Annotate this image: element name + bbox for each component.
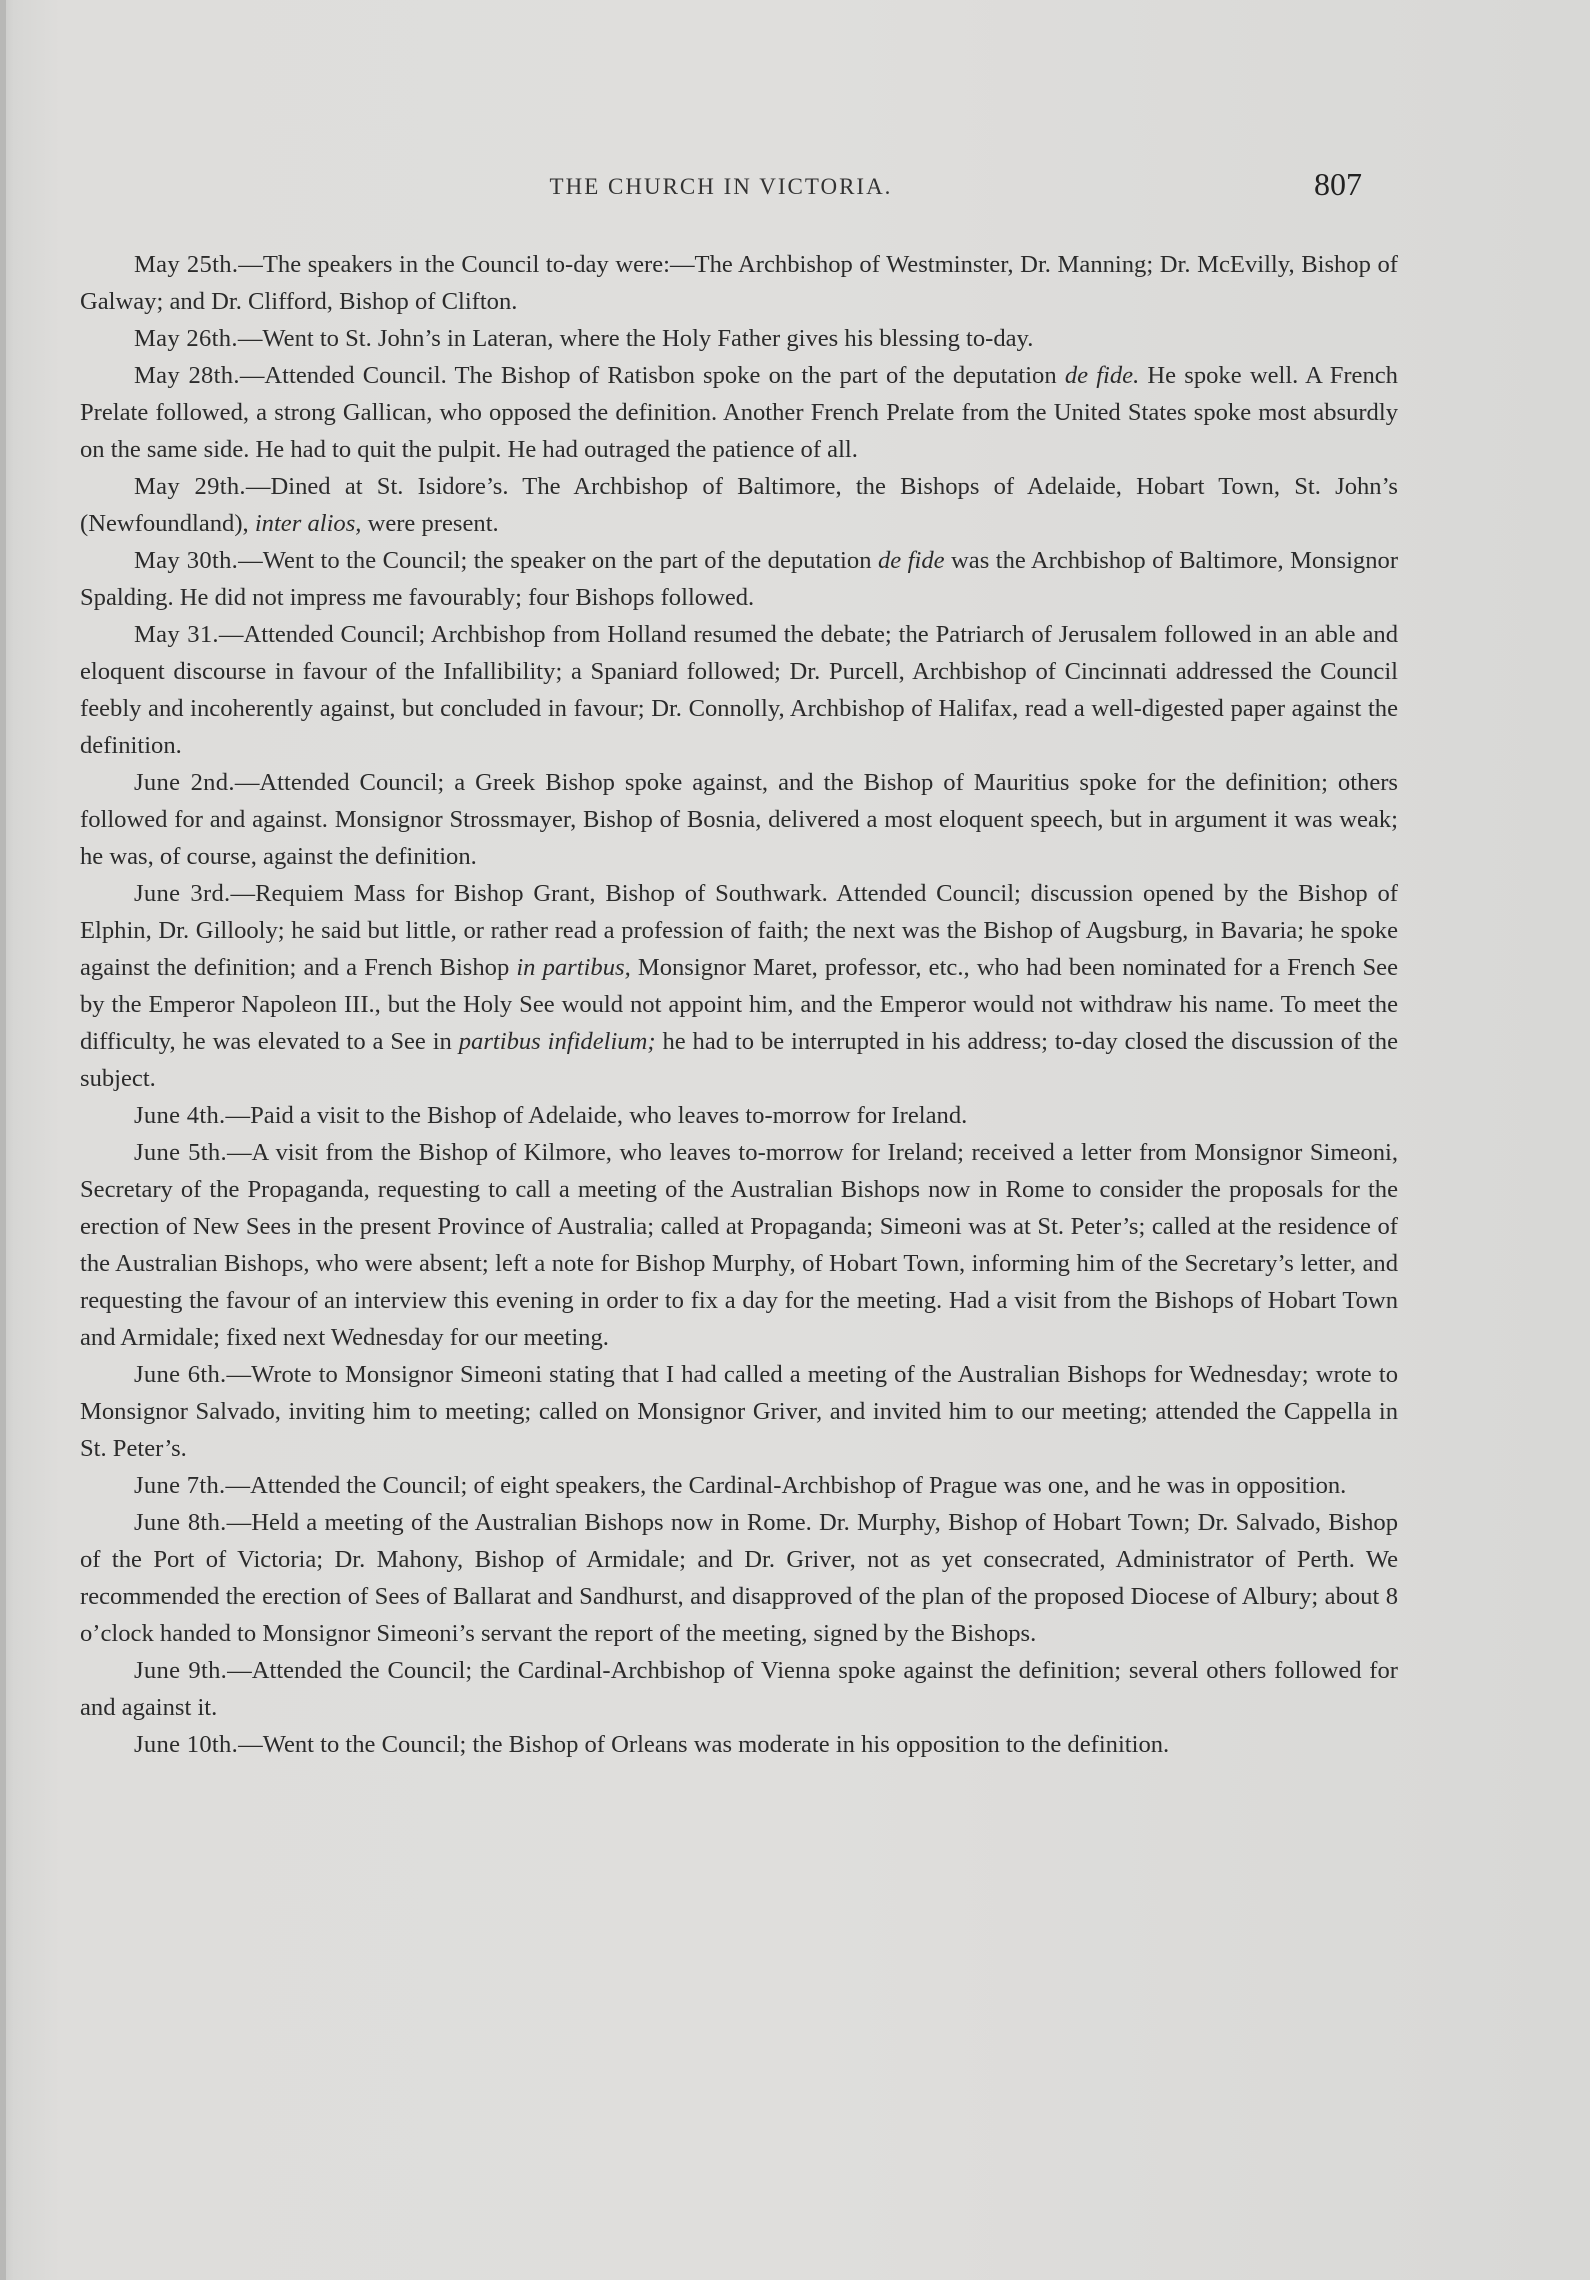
diary-entry [80, 1356, 1398, 1467]
entry-text: —Attended Council. The Bishop of Ratisbon spoke on the part of the deputation [239, 362, 1065, 389]
entry-text: —Dined at St. Isidore’s. The Archbishop of Baltimore, the Bishops of Adelaide, Hobart Town, St. John’s (Newfoundland), [80, 473, 1398, 537]
page-edge-shadow [0, 0, 6, 2280]
entry-text: —Held a meeting of the Australian Bishops now in Rome. Dr. Murphy, Bishop of Hobart Town; Dr. Salvado, Bishop of the Port of Victoria; Dr. Mahony, Bishop of Armidale; and Dr. Griver, not as yet consecrated, Administrator of Perth. We recommended the erection of Sees of Ballarat and Sandhurst, and disapproved of the plan of the proposed Diocese of Albury; about 8 o’clock handed to Monsignor Simeoni’s servant the report of the meeting, signed by the Bishops. [80, 1509, 1398, 1647]
entry-text: —Paid a visit to the Bishop of Adelaide, who leaves to-morrow for Ireland. [225, 1102, 968, 1129]
entry-date: May 26th. [134, 325, 238, 352]
entry-text: —Attended the Council; of eight speakers, the Cardinal-Archbishop of Prague was one, and he was in opposition. [225, 1472, 1347, 1499]
diary-entry [80, 468, 1398, 542]
diary-entry [80, 542, 1398, 616]
entry-italic-text: in partibus, [516, 954, 631, 981]
entry-text: —A visit from the Bishop of Kilmore, who leaves to-morrow for Ireland; received a letter from Monsignor Simeoni, Secretary of the Propaganda, requesting to call a meeting of the Australian Bishops now in Rome to consider the proposals for the erection of New Sees in the present Province of Australia; called at Propaganda; Simeoni was at St. Peter’s; called at the residence of the Australian Bishops, who were absent; left a note for Bishop Murphy, of Hobart Town, informing him of the Secretary’s letter, and requesting the favour of an interview this evening in order to fix a day for the meeting. Had a visit from the Bishops of Hobart Town and Armidale; fixed next Wednesday for our meeting. [80, 1139, 1398, 1351]
diary-entry [80, 1652, 1398, 1726]
entry-text: —Attended Council; a Greek Bishop spoke against, and the Bishop of Mauritius spoke for the definition; others followed for and against. Monsignor Strossmayer, Bishop of Bosnia, delivered a most eloquent speech, but in argument it was weak; he was, of course, against the definition. [80, 769, 1399, 870]
entry-date: May 30th. [134, 547, 239, 574]
diary-entries [80, 246, 1398, 1763]
entry-text: Monsignor Maret, professor, etc., who had been nominated for a French See by the Emperor Napoleon III., but the Holy See would not appoint him, and the Emperor would not withdraw his name. To meet the difficulty, he was elevated to a See in [80, 954, 1398, 1055]
entry-date: May 31. [134, 621, 219, 648]
page-number: 807 [1314, 166, 1362, 202]
entry-date: June 10th. [134, 1731, 239, 1758]
entry-text: —Requiem Mass for Bishop Grant, Bishop of Southwark. Attended Council; discussion opened by the Bishop of Elphin, Dr. Gillooly; he said but little, or rather read a profession of faith; the next was the Bishop of Augsburg, in Bavaria; he spoke against the definition; and a French Bishop [80, 880, 1398, 981]
entry-date: June 8th. [134, 1509, 227, 1536]
entry-date: May 28th. [134, 362, 240, 389]
entry-italic-text: inter alios, [254, 510, 362, 537]
diary-entry [80, 1134, 1398, 1356]
diary-entry [80, 1504, 1398, 1652]
page-header [80, 166, 1362, 210]
entry-text: were present. [361, 510, 499, 537]
entry-text: —Attended Council; Archbishop from Holland resumed the debate; the Patriarch of Jerusalem followed in an able and eloquent discourse in favour of the Infallibility; a Spaniard followed; Dr. Purcell, Archbishop of Cincinnati addressed the Council feebly and incoherently against, but concluded in favour; Dr. Connolly, Archbishop of Halifax, read a well-digested paper against the definition. [80, 621, 1399, 759]
entry-italic-text: partibus infidelium; [458, 1028, 656, 1055]
entry-date: May 29th. [134, 473, 246, 500]
diary-entry [80, 1726, 1398, 1763]
entry-text: —Went to St. John’s in Lateran, where the Holy Father gives his blessing to-day. [237, 325, 1034, 352]
diary-entry [80, 320, 1398, 357]
entry-text: he had to be interrupted in his address; to-day closed the discussion of the subject. [80, 1028, 1398, 1092]
entry-text: —Went to the Council; the speaker on the part of the deputation [238, 547, 878, 574]
diary-entry [80, 764, 1398, 875]
entry-date: June 4th. [134, 1102, 226, 1129]
diary-entry [80, 1097, 1398, 1134]
entry-date: June 5th. [134, 1139, 227, 1166]
diary-entry [80, 1467, 1398, 1504]
entry-italic-text: de fide [877, 547, 945, 574]
running-head: THE CHURCH IN VICTORIA. [549, 174, 893, 199]
diary-entry [80, 357, 1398, 468]
entry-date: June 2nd. [134, 769, 235, 796]
entry-date: June 7th. [134, 1472, 226, 1499]
diary-entry [80, 246, 1398, 320]
entry-text: —Wrote to Monsignor Simeoni stating that I had called a meeting of the Australian Bishops for Wednesday; wrote to Monsignor Salvado, inviting him to meeting; called on Monsignor Griver, and invited him to our meeting; attended the Cappella in St. Peter’s. [80, 1361, 1398, 1462]
entry-text: was the Archbishop of Baltimore, Monsignor Spalding. He did not impress me favourably; four Bishops followed. [80, 547, 1399, 611]
entry-text: He spoke well. A French Prelate followed, a strong Gallican, who opposed the definition. Another French Prelate from the United States spoke most absurdly on the same side. He had to quit the pulpit. He had outraged the patience of all. [80, 362, 1398, 463]
entry-date: May 25th. [134, 251, 239, 278]
entry-date: June 3rd. [134, 880, 231, 907]
entry-text: —Went to the Council; the Bishop of Orleans was moderate in his opposition to the definition. [238, 1731, 1170, 1758]
entry-text: —The speakers in the Council to-day were:—The Archbishop of Westminster, Dr. Manning; Dr. McEvilly, Bishop of Galway; and Dr. Clifford, Bishop of Clifton. [80, 251, 1398, 315]
entry-date: June 6th. [134, 1361, 227, 1388]
entry-text: —Attended the Council; the Cardinal-Archbishop of Vienna spoke against the definition; several others followed for and against it. [80, 1657, 1398, 1721]
entry-date: June 9th. [134, 1657, 228, 1684]
entry-italic-text: de fide. [1064, 362, 1140, 389]
diary-entry [80, 875, 1398, 1097]
diary-entry [80, 616, 1398, 764]
